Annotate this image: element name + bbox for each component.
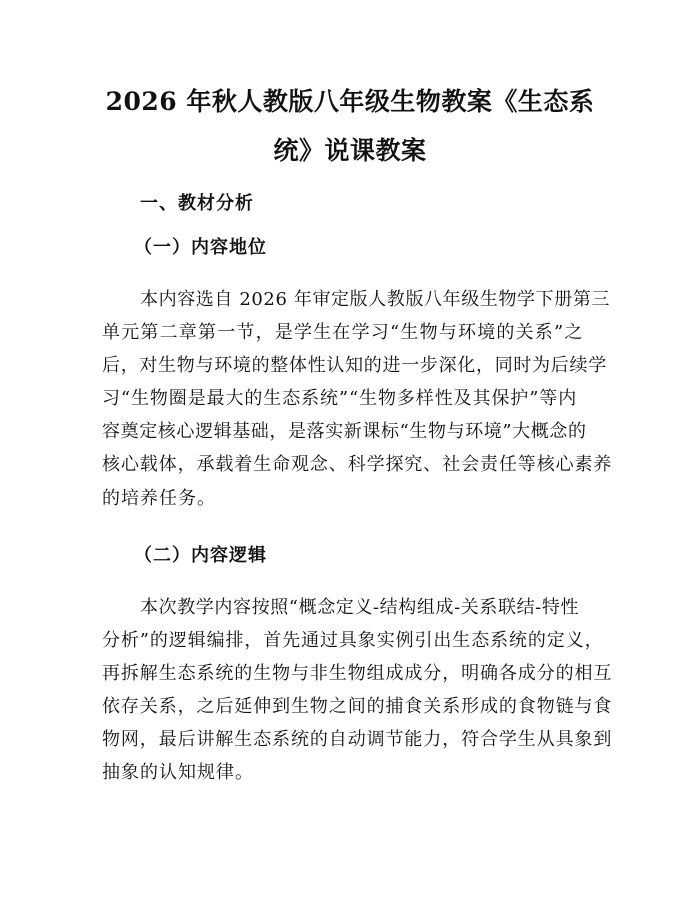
paragraph-line: 分析”的逻辑编排，首先通过具象实例引出生态系统的定义， <box>102 630 604 651</box>
paragraph-line: 依存关系，之后延伸到生物之间的捕食关系形成的食物链与食 <box>102 696 613 717</box>
paragraph-line: 本次教学内容按照“概念定义-结构组成-关系联结-特性 <box>140 597 580 618</box>
paragraph-line: 的培养任务。 <box>102 488 216 509</box>
paragraph-line: 习“生物圈是最大的生态系统”“生物多样性及其保护”等内 <box>102 388 578 409</box>
paragraph-line: 后，对生物与环境的整体性认知的进一步深化，同时为后续学 <box>102 355 607 376</box>
paragraph-line: 单元第二章第一节，是学生在学习“生物与环境的关系”之 <box>102 322 584 343</box>
subsection-heading-content-logic: （二）内容逻辑 <box>134 545 267 566</box>
paragraph-line: 再拆解生态系统的生物与非生物组成成分，明确各成分的相互 <box>102 663 613 684</box>
subsection-heading-content-position: （一）内容地位 <box>134 237 267 258</box>
paragraph-line: 本内容选自 2026 年审定版人教版八年级生物学下册第三 <box>140 289 611 310</box>
document-title-line-2: 统》说课教案 <box>273 136 427 165</box>
section-heading-textbook-analysis: 一、教材分析 <box>140 193 254 214</box>
paragraph-line: 抽象的认知规律。 <box>102 762 254 783</box>
paragraph-line: 核心载体，承载着生命观念、科学探究、社会责任等核心素养 <box>102 454 613 475</box>
paragraph-line: 容奠定核心逻辑基础，是落实新课标“生物与环境”大概念的 <box>102 421 587 442</box>
paragraph-line: 物网，最后讲解生态系统的自动调节能力，符合学生从具象到 <box>102 729 613 750</box>
document-title-line-1: 2026 年秋人教版八年级生物教案《生态系 <box>105 87 595 116</box>
